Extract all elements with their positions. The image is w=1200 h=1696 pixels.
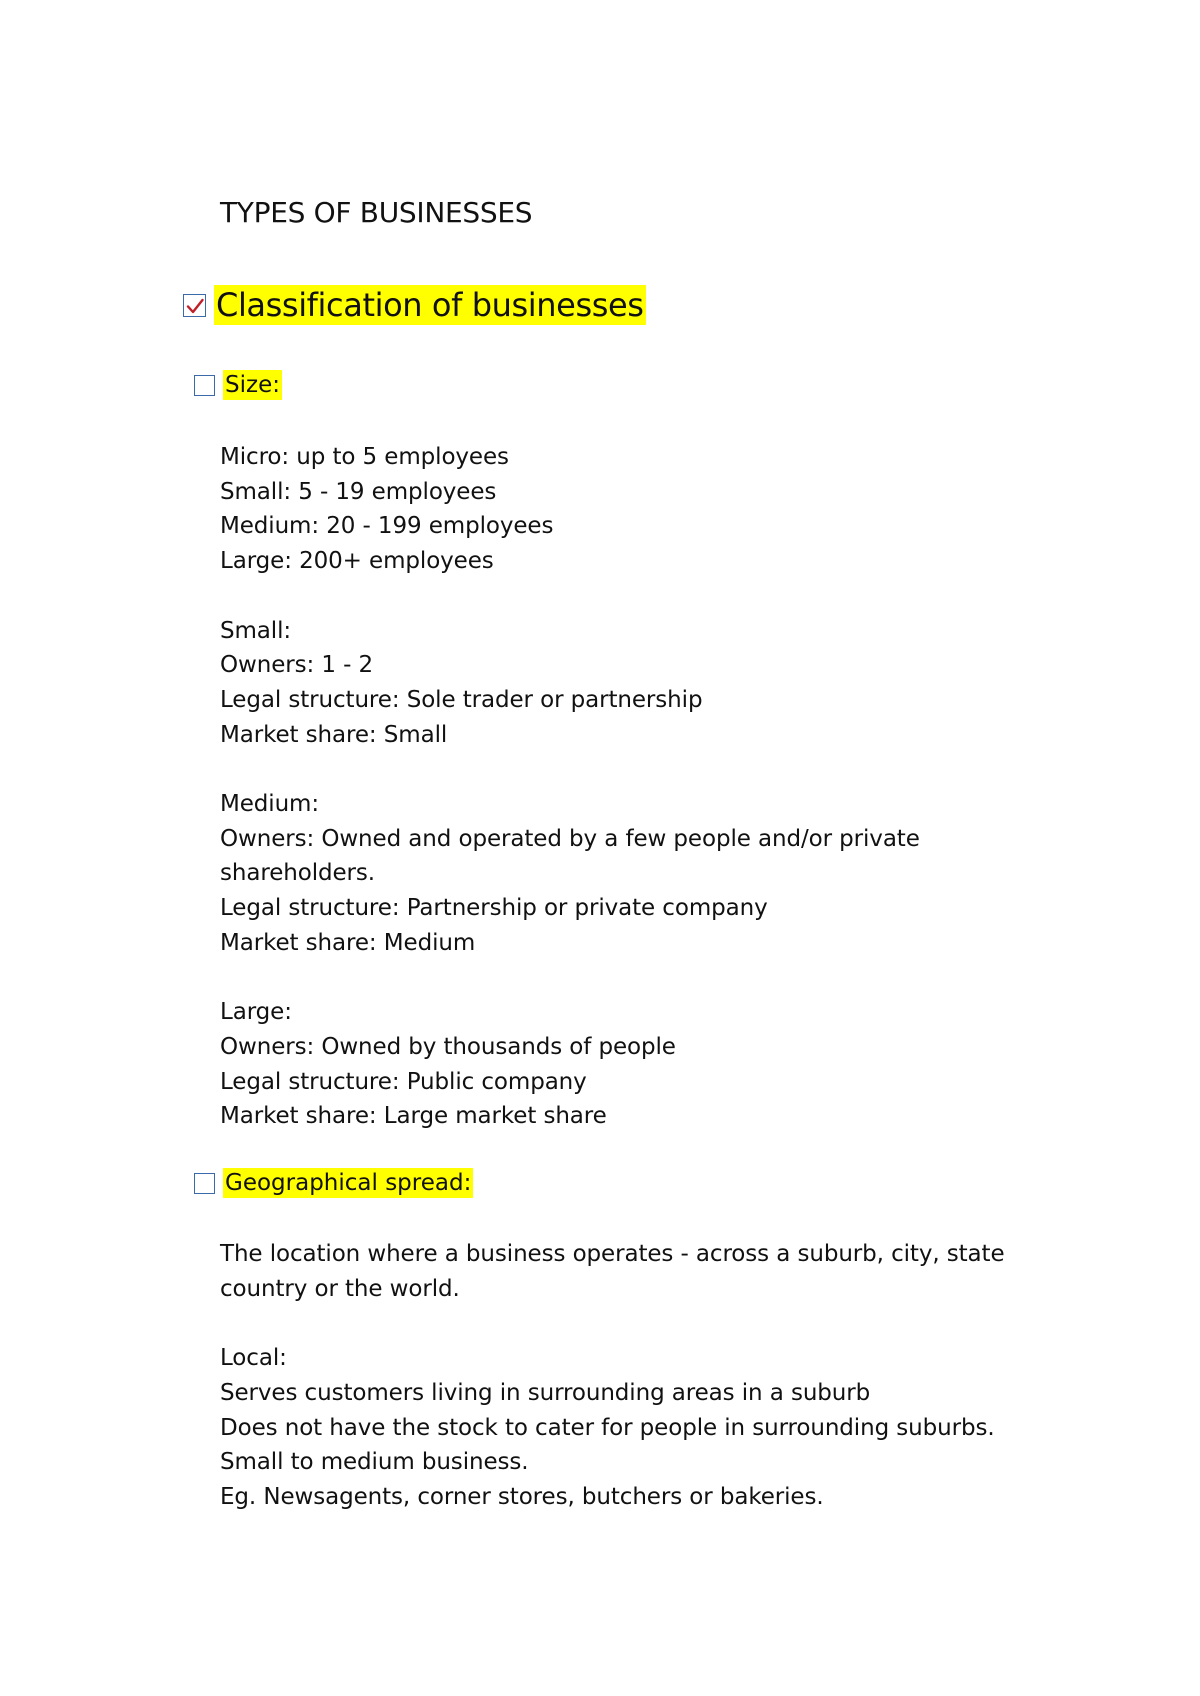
large-legal: Legal structure: Public company xyxy=(220,1068,587,1095)
geo-description-line2: country or the world. xyxy=(220,1275,460,1302)
local-line3: Small to medium business. xyxy=(220,1449,529,1476)
medium-owners-line1: Owners: Owned and operated by a few people and/or private xyxy=(220,825,920,852)
large-label: Large: xyxy=(220,999,292,1026)
small-market: Market share: Small xyxy=(220,721,448,748)
spacer xyxy=(220,961,1050,996)
geographical-content xyxy=(220,1237,1050,1515)
local-line4: Eg. Newsagents, corner stores, butchers or bakeries. xyxy=(220,1483,824,1510)
small-owners: Owners: 1 - 2 xyxy=(220,652,374,679)
local-line2: Does not have the stock to cater for people in surrounding suburbs. xyxy=(220,1414,995,1441)
empty-checkbox-icon[interactable] xyxy=(194,1173,215,1194)
classification-heading-row xyxy=(183,285,646,325)
spacer xyxy=(220,579,1050,614)
employee-range-micro: Micro: up to 5 employees xyxy=(220,444,509,470)
medium-market: Market share: Medium xyxy=(220,929,476,956)
small-legal: Legal structure: Sole trader or partnership xyxy=(220,686,703,713)
spacer xyxy=(220,1306,1050,1341)
small-label: Small: xyxy=(220,617,292,644)
empty-checkbox-icon[interactable] xyxy=(194,375,215,396)
medium-owners-line2: shareholders. xyxy=(220,860,375,887)
medium-label: Medium: xyxy=(220,791,320,817)
geographical-heading-row xyxy=(194,1168,473,1198)
employee-range-small: Small: 5 - 19 employees xyxy=(220,478,497,505)
employee-range-large: Large: 200+ employees xyxy=(220,548,494,575)
size-heading-row xyxy=(194,370,282,400)
large-owners: Owners: Owned by thousands of people xyxy=(220,1033,676,1060)
local-line1: Serves customers living in surrounding areas in a suburb xyxy=(220,1379,871,1406)
local-label: Local: xyxy=(220,1345,287,1372)
geo-description-line1: The location where a business operates - across a suburb, city, state xyxy=(220,1241,1005,1267)
size-content xyxy=(220,440,1050,1134)
medium-legal: Legal structure: Partnership or private company xyxy=(220,895,768,922)
spacer xyxy=(220,752,1050,787)
large-market: Market share: Large market share xyxy=(220,1103,607,1130)
employee-range-medium: Medium: 20 - 199 employees xyxy=(220,513,554,540)
geographical-heading: Geographical spread: xyxy=(225,1170,472,1196)
size-heading: Size: xyxy=(225,372,280,398)
checked-box-icon[interactable] xyxy=(183,294,206,317)
document-title: TYPES OF BUSINESSES xyxy=(220,196,533,229)
classification-heading: Classification of businesses xyxy=(216,286,644,324)
